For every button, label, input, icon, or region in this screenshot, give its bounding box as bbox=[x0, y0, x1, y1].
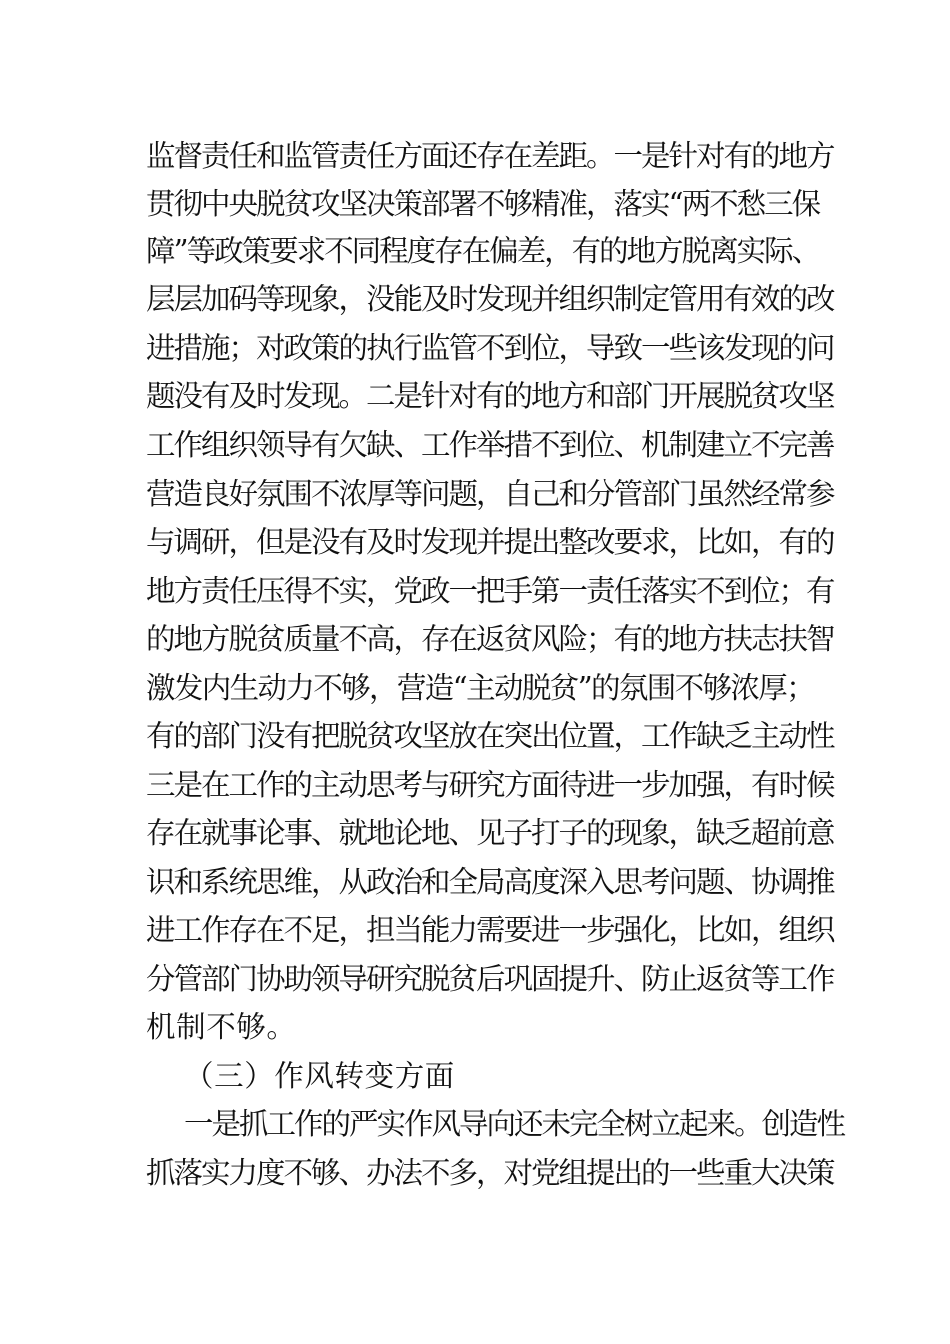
text-line: 进工作存在不足，担当能力需要进一步强化，比如，组织 bbox=[146, 913, 834, 947]
text-line: 障”等政策要求不同程度存在偏差，有的地方脱离实际、 bbox=[146, 234, 820, 268]
text-line: 机制不够。 bbox=[146, 1010, 297, 1044]
text-line: 的地方脱贫质量不高，存在返贫风险；有的地方扶志扶智 bbox=[146, 622, 834, 656]
text-line: 地方责任压得不实，党政一把手第一责任落实不到位；有 bbox=[146, 574, 834, 608]
text-line: 与调研，但是没有及时发现并提出整改要求，比如，有的 bbox=[146, 525, 834, 559]
text-line: 工作组织领导有欠缺、工作举措不到位、机制建立不完善 bbox=[146, 428, 834, 462]
text-line: 营造良好氛围不浓厚等问题，自己和分管部门虽然经常参 bbox=[146, 477, 834, 511]
text-line: 分管部门协助领导研究脱贫后巩固提升、防止返贫等工作 bbox=[146, 962, 834, 996]
text-line: 题没有及时发现。二是针对有的地方和部门开展脱贫攻坚 bbox=[146, 379, 834, 413]
text-line: 激发内生动力不够，营造“主动脱贫”的氛围不够浓厚； bbox=[146, 671, 815, 705]
text-line: 层层加码等现象，没能及时发现并组织制定管用有效的改 bbox=[146, 282, 834, 316]
text-line: 进措施；对政策的执行监管不到位，导致一些该发现的问 bbox=[146, 331, 834, 365]
text-line: 监督责任和监管责任方面还存在差距。一是针对有的地方 bbox=[146, 139, 834, 173]
text-line: 抓落实力度不够、办法不多，对党组提出的一些重大决策 bbox=[146, 1156, 834, 1190]
paragraph-first-line: 一是抓工作的严实作风导向还未完全树立起来。创造性 bbox=[184, 1107, 845, 1141]
section-heading: （三）作风转变方面 bbox=[184, 1059, 455, 1093]
text-line: 贯彻中央脱贫攻坚决策部署不够精准，落实“两不愁三保 bbox=[146, 187, 820, 221]
text-line: 识和系统思维，从政治和全局高度深入思考问题、协调推 bbox=[146, 865, 834, 899]
text-line: 有的部门没有把脱贫攻坚放在突出位置，工作缺乏主动性 bbox=[146, 719, 834, 753]
text-line: 存在就事论事、就地论地、见子打子的现象，缺乏超前意 bbox=[146, 816, 834, 850]
text-line: 三是在工作的主动思考与研究方面待进一步加强，有时候 bbox=[146, 768, 834, 802]
